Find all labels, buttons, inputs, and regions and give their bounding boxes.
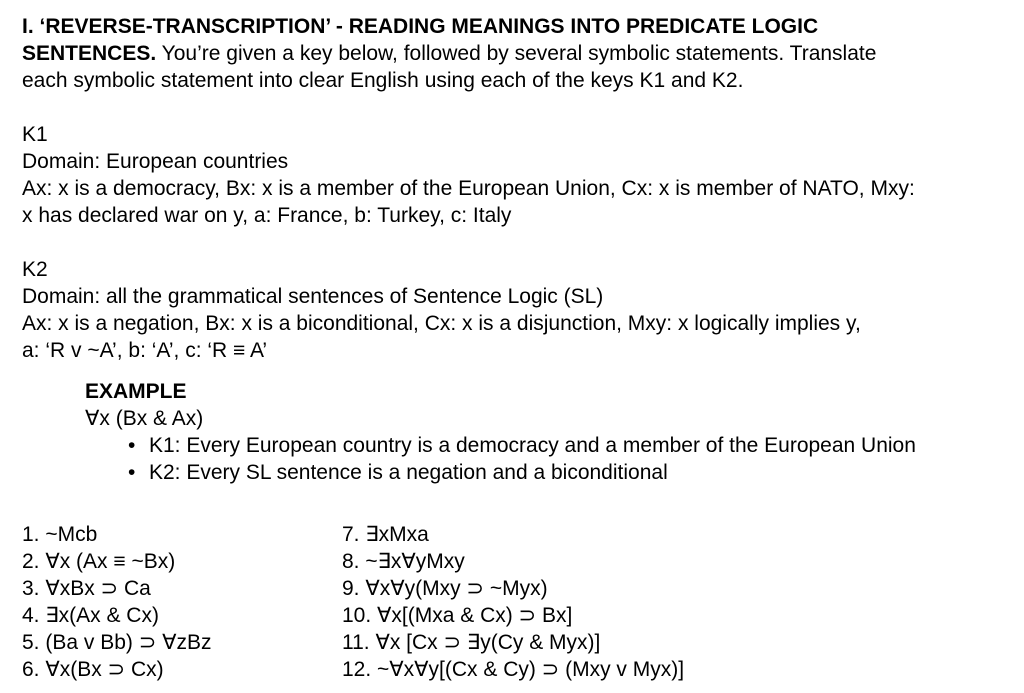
exercise-item: 8. ~∃x∀yMxy — [342, 550, 465, 573]
example-section — [85, 378, 1012, 486]
k1-domain: Domain: European countries — [22, 150, 289, 173]
exercise-row — [22, 548, 1012, 575]
exercise-list — [22, 521, 1012, 683]
exercise-row — [22, 521, 1012, 548]
exercise-row — [22, 629, 1012, 656]
exercise-item: 7. ∃xMxa — [342, 523, 429, 546]
k2-label: K2 — [22, 258, 48, 281]
document-body — [22, 13, 1012, 486]
exercise-row — [22, 602, 1012, 629]
instructions-line-2 — [22, 40, 1012, 67]
exercise-item: 11. ∀x [Cx ⊃ ∃y(Cy & Myx)] — [342, 631, 601, 654]
k1-label: K1 — [22, 123, 48, 146]
example-formula: ∀x (Bx & Ax) — [85, 407, 204, 430]
exercise-item: 5. (Ba v Bb) ⊃ ∀zBz — [22, 631, 212, 654]
exercise-row — [22, 656, 1012, 683]
k1-predicates-line-2: x has declared war on y, a: France, b: Turkey, c: Italy — [22, 204, 512, 227]
example-translation-k1: • K1: Every European country is a democracy and a member of the European Union — [128, 432, 1012, 459]
exercise-item: 6. ∀x(Bx ⊃ Cx) — [22, 658, 164, 681]
instructions-line-3: each symbolic statement into clear English using each of the keys K1 and K2. — [22, 69, 744, 92]
exercise-item: 4. ∃x(Ax & Cx) — [22, 604, 159, 627]
exercise-item: 1. ~Mcb — [22, 523, 98, 546]
exercise-item: 10. ∀x[(Mxa & Cx) ⊃ Bx] — [342, 604, 573, 627]
example-translations — [85, 432, 1012, 486]
k2-predicates-line-2: a: ‘R v ~A’, b: ‘A’, c: ‘R ≡ A’ — [22, 339, 268, 362]
k2-domain: Domain: all the grammatical sentences of Sentence Logic (SL) — [22, 285, 604, 308]
k2-predicates-line-1: Ax: x is a negation, Bx: x is a biconditional, Cx: x is a disjunction, Mxy: x logically implies y, — [22, 312, 861, 335]
instructions-text: You’re given a key below, followed by several symbolic statements. Translate — [156, 42, 877, 65]
exercise-item: 2. ∀x (Ax ≡ ~Bx) — [22, 550, 176, 573]
assignment-title: I. ‘REVERSE-TRANSCRIPTION’ - READING MEANINGS INTO PREDICATE LOGIC — [22, 15, 819, 38]
exercise-item: 12. ~∀x∀y[(Cx & Cy) ⊃ (Mxy v Myx)] — [342, 658, 685, 681]
example-heading: EXAMPLE — [85, 380, 187, 403]
exercise-row — [22, 575, 1012, 602]
example-translation-k2: • K2: Every SL sentence is a negation and a biconditional — [128, 459, 1012, 486]
k1-predicates-line-1: Ax: x is a democracy, Bx: x is a member of the European Union, Cx: x is member of NATO, Mxy: — [22, 177, 915, 200]
exercise-item: 3. ∀xBx ⊃ Ca — [22, 577, 151, 600]
exercise-item: 9. ∀x∀y(Mxy ⊃ ~Myx) — [342, 577, 548, 600]
title-continuation: SENTENCES. — [22, 42, 157, 65]
